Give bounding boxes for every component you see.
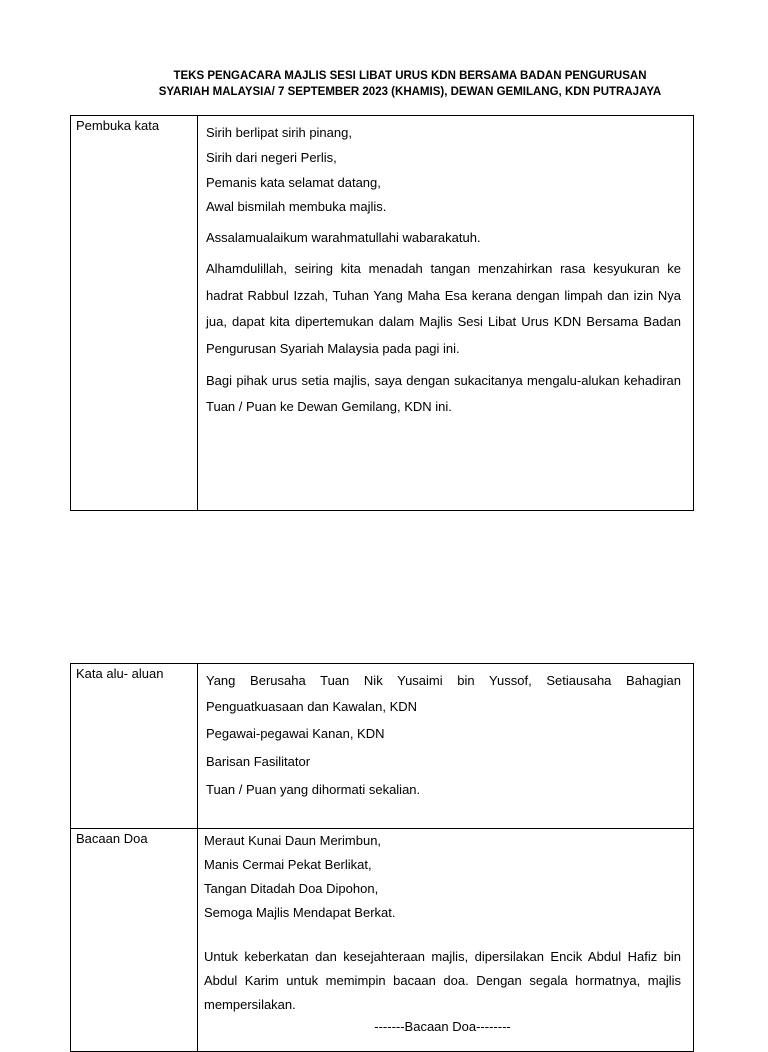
pantun-line: Awal bismilah membuka majlis. <box>206 199 387 214</box>
kata-alu-aluan-and-doa-table <box>70 663 694 1052</box>
bacaan-doa-content <box>198 829 694 1052</box>
title-line-1: TEKS PENGACARA MAJLIS SESI LIBAT URUS KDN BERSAMA BADAN PENGURUSAN <box>173 70 647 82</box>
greeting-line: Yang Berusaha Tuan Nik Yusaimi bin Yussof, Setiausaha Bahagian Penguatkuasaan dan Kawalan, KDN <box>206 673 681 714</box>
kata-alu-aluan-content <box>198 664 694 829</box>
welcome-paragraph: Bagi pihak urus setia majlis, saya dengan sukacitanya mengalu-alukan kehadiran Tuan / Puan ke Dewan Gemilang, KDN ini. <box>206 373 681 414</box>
pantun-line: Sirih berlipat sirih pinang, <box>206 125 352 140</box>
pembuka-kata-label: Pembuka kata <box>71 116 198 511</box>
salam-paragraph: Assalamualaikum warahmatullahi wabarakatuh. <box>206 230 481 245</box>
greeting-line: Pegawai-pegawai Kanan, KDN <box>206 726 385 741</box>
kata-alu-aluan-label: Kata alu- aluan <box>71 664 198 829</box>
bacaan-doa-marker: -------Bacaan Doa-------- <box>374 1019 511 1034</box>
pantun-line: Meraut Kunai Daun Merimbun, <box>204 833 382 848</box>
pembuka-kata-table <box>70 115 694 511</box>
greeting-line: Barisan Fasilitator <box>206 754 311 769</box>
pantun-line: Manis Cermai Pekat Berlikat, <box>204 857 372 872</box>
document-title <box>70 68 750 100</box>
bacaan-doa-label: Bacaan Doa <box>71 829 198 1052</box>
title-line-2: SYARIAH MALAYSIA/ 7 SEPTEMBER 2023 (KHAMIS), DEWAN GEMILANG, KDN PUTRAJAYA <box>158 86 662 98</box>
pantun-line: Sirih dari negeri Perlis, <box>206 150 337 165</box>
greeting-line: Tuan / Puan yang dihormati sekalian. <box>206 782 421 797</box>
pantun-line: Semoga Majlis Mendapat Berkat. <box>204 905 396 920</box>
doa-invitation-paragraph: Untuk keberkatan dan kesejahteraan majlis, dipersilakan Encik Abdul Hafiz bin Abdul Karim untuk memimpin bacaan doa. Dengan segala hormatnya, majlis mempersilakan. <box>204 949 681 1012</box>
pantun-line: Tangan Ditadah Doa Dipohon, <box>204 881 379 896</box>
intro-paragraph: Alhamdulillah, seiring kita menadah tangan menzahirkan rasa kesyukuran ke hadrat Rabbul Izzah, Tuhan Yang Maha Esa kerana dengan limpah dan izin Nya jua, dapat kita dipertemukan dalam Majlis Sesi Libat Urus KDN Bersama Badan Pengurusan Syariah Malaysia pada pagi ini. <box>206 261 681 356</box>
pantun-line: Pemanis kata selamat datang, <box>206 175 381 190</box>
pembuka-kata-content <box>198 116 694 511</box>
